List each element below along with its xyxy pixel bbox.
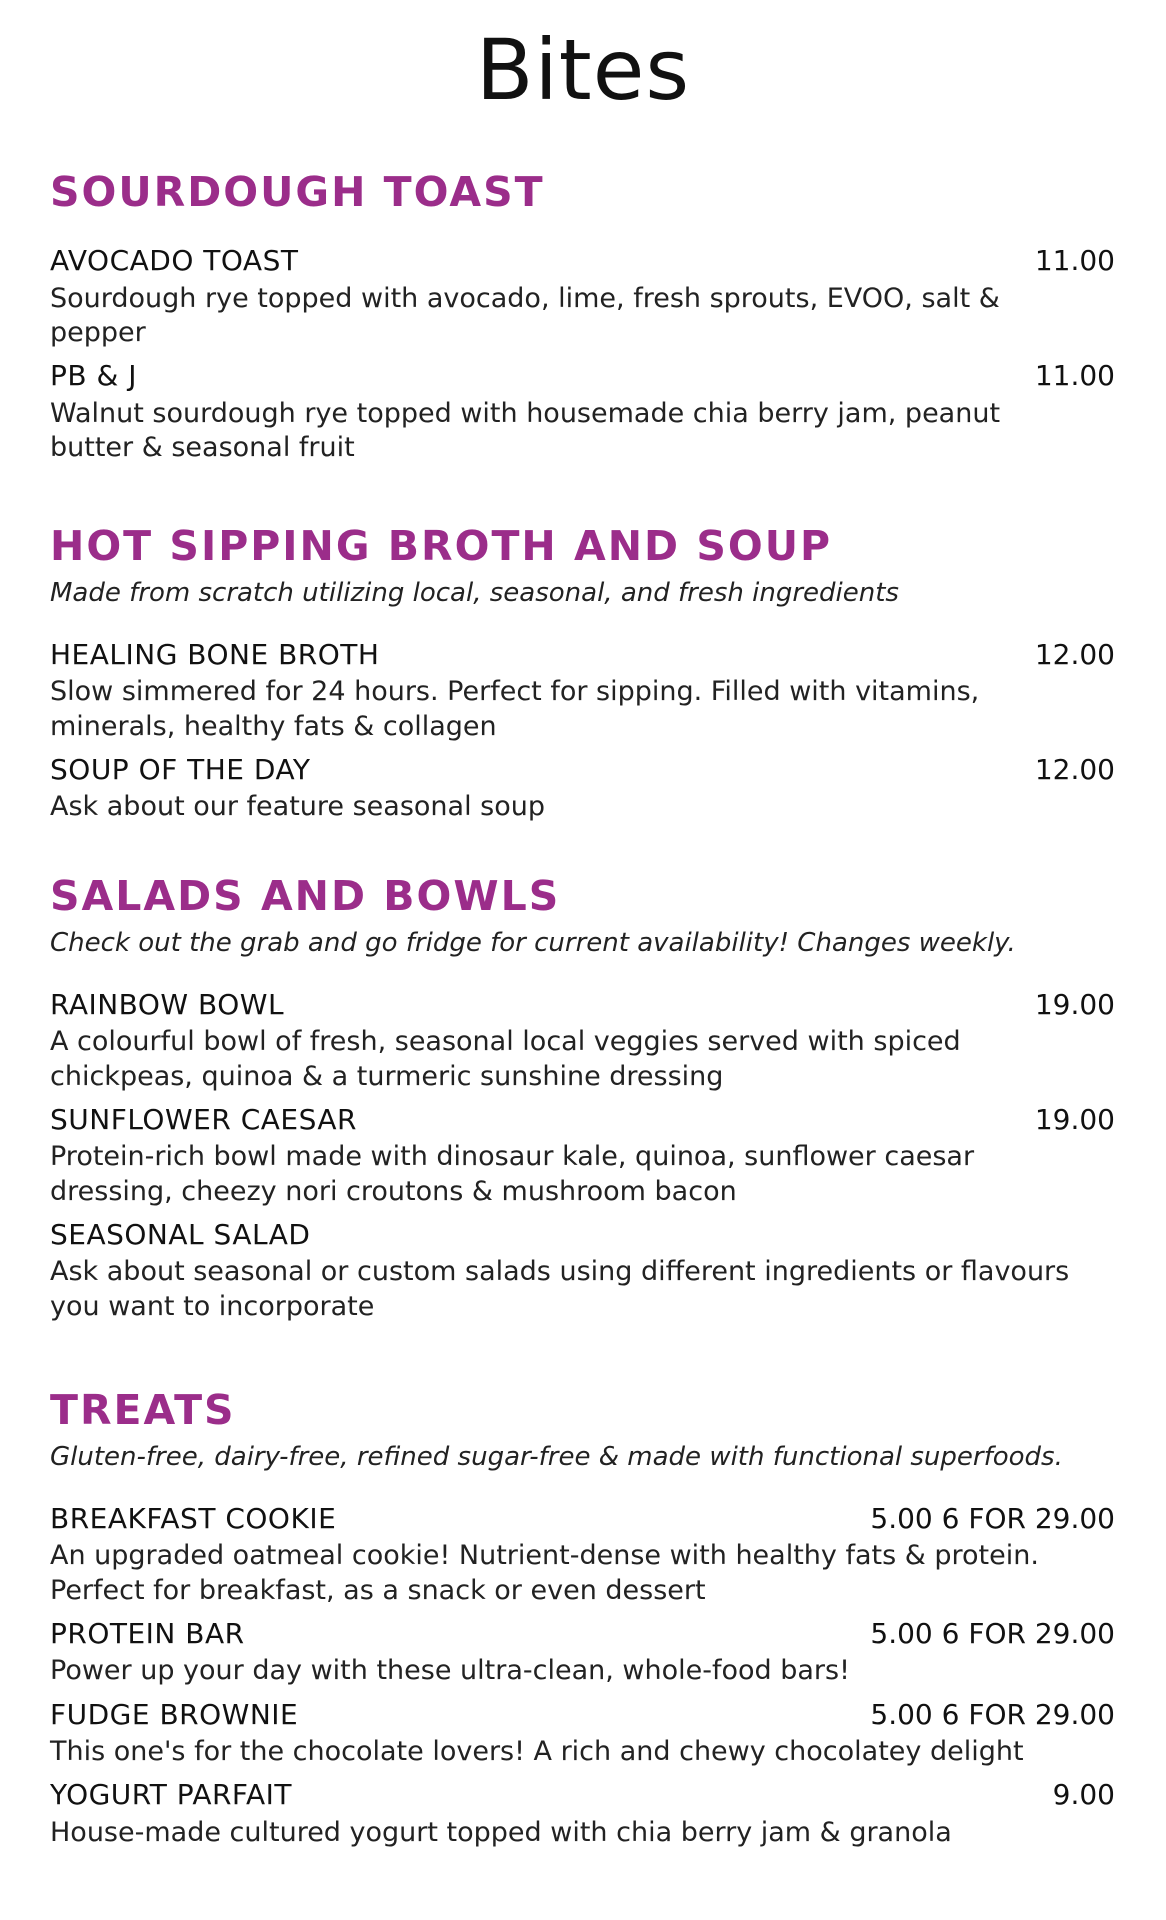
menu-item (50, 358, 1115, 465)
menu-item-list (50, 987, 1115, 1324)
menu-item (50, 1501, 1115, 1608)
item-name: AVOCADO TOAST (50, 244, 299, 278)
item-price: 19.00 (1034, 987, 1115, 1021)
item-name: HEALING BONE BROTH (50, 637, 380, 671)
item-description: Walnut sourdough rye topped with housemade chia berry jam, peanut butter & seasonal fruit (50, 397, 1001, 463)
menu-item (50, 752, 1115, 825)
section-title: HOT SIPPING BROTH AND SOUP (50, 522, 833, 570)
menu-item (50, 1616, 1115, 1689)
section-title: SOURDOUGH TOAST (50, 168, 545, 216)
menu-item (50, 987, 1115, 1094)
item-price: 5.00 6 FOR 29.00 (870, 1697, 1115, 1731)
menu-item (50, 637, 1115, 744)
item-name: FUDGE BROWNIE (50, 1697, 299, 1731)
item-name: PROTEIN BAR (50, 1616, 245, 1650)
item-price: 11.00 (1034, 244, 1115, 278)
item-price: 19.00 (1034, 1102, 1115, 1136)
section-subtitle: Check out the grab and go fridge for current availability! Changes weekly. (50, 928, 1016, 959)
item-name: BREAKFAST COOKIE (50, 1501, 337, 1535)
item-price: 5.00 6 FOR 29.00 (870, 1501, 1115, 1535)
item-name: RAINBOW BOWL (50, 987, 285, 1021)
menu-item (50, 1697, 1115, 1770)
menu-item-list (50, 1501, 1115, 1850)
section-sourdough-toast (50, 168, 1115, 473)
item-price: 11.00 (1034, 359, 1115, 393)
item-description: House-made cultured yogurt topped with chia berry jam & granola (50, 1816, 952, 1848)
section-subtitle: Gluten-free, dairy-free, refined sugar-free & made with functional superfoods. (50, 1442, 1063, 1473)
item-price: 12.00 (1034, 637, 1115, 671)
page-title: Bites (475, 21, 691, 119)
item-name: SEASONAL SALAD (50, 1217, 311, 1251)
item-price: 9.00 (1052, 1778, 1115, 1812)
menu-item (50, 1102, 1115, 1209)
item-description: A colourful bowl of fresh, seasonal local veggies served with spiced chickpeas, quinoa & a turmeric sunshine dressing (50, 1026, 961, 1092)
section-subtitle: Made from scratch utilizing local, seasonal, and fresh ingredients (50, 578, 899, 609)
item-description: Protein-rich bowl made with dinosaur kale, quinoa, sunflower caesar dressing, cheezy nori croutons & mushroom bacon (50, 1141, 975, 1207)
menu-item (50, 1217, 1115, 1324)
menu-item-list (50, 243, 1115, 465)
item-description: An upgraded oatmeal cookie! Nutrient-dense with healthy fats & protein. Perfect for breakfast, as a snack or even dessert (50, 1540, 1039, 1606)
menu-item (50, 243, 1115, 350)
section-salads-and-bowls (50, 872, 1115, 1332)
menu-item (50, 1777, 1115, 1850)
item-description: Sourdough rye topped with avocado, lime, fresh sprouts, EVOO, salt & pepper (50, 282, 1000, 348)
menu-item-list (50, 637, 1115, 825)
section-title: TREATS (50, 1386, 236, 1434)
item-price: 5.00 6 FOR 29.00 (870, 1616, 1115, 1650)
item-name: YOGURT PARFAIT (50, 1778, 292, 1812)
item-name: SUNFLOWER CAESAR (50, 1102, 357, 1136)
item-price: 12.00 (1034, 752, 1115, 786)
section-title: SALADS AND BOWLS (50, 872, 561, 920)
section-broth-and-soup (50, 522, 1115, 833)
item-name: PB & J (50, 359, 137, 393)
section-treats (50, 1386, 1115, 1858)
item-description: Ask about our feature seasonal soup (50, 791, 546, 823)
item-description: This one's for the chocolate lovers! A rich and chewy chocolatey delight (50, 1736, 1024, 1767)
item-description: Slow simmered for 24 hours. Perfect for sipping. Filled with vitamins, minerals, healthy fats & collagen (50, 676, 980, 742)
item-name: SOUP OF THE DAY (50, 752, 311, 786)
item-description: Ask about seasonal or custom salads using different ingredients or flavours you want to incorporate (50, 1256, 1070, 1322)
item-description: Power up your day with these ultra-clean, whole-food bars! (50, 1655, 850, 1687)
